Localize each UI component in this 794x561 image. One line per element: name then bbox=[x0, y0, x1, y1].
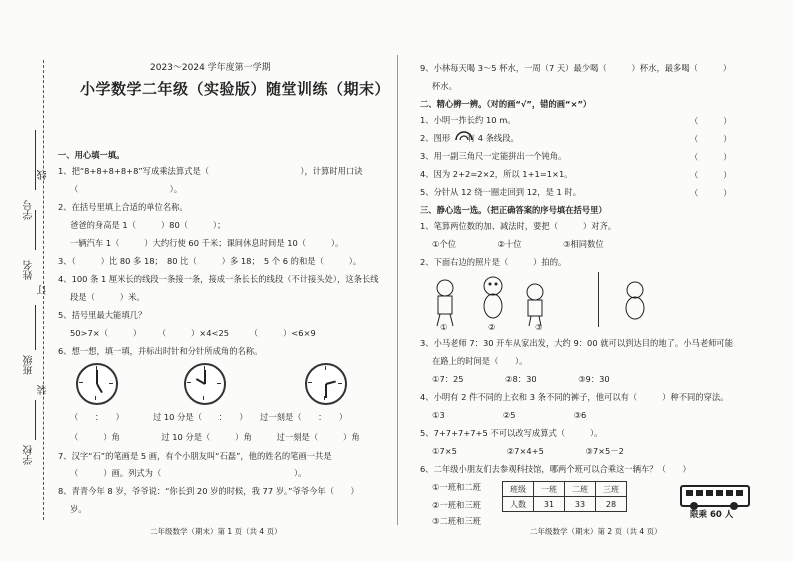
judge-4-answer: （ ） bbox=[690, 170, 732, 180]
side-label-school: 学校 bbox=[24, 445, 35, 465]
question-4-cont: 段是（ ）米。 bbox=[70, 292, 145, 302]
choice-3: 3、小马老师 7：30 开车从家出发，大约 9：00 就可以到达目的地了。小马老师可能 bbox=[420, 338, 734, 348]
bus-capacity-label: 限乘 60 人 bbox=[690, 510, 734, 520]
bus-icon bbox=[680, 485, 750, 507]
photo-separator bbox=[598, 272, 599, 327]
table-cell: 一班 bbox=[534, 482, 565, 497]
right-page-footer: 二年级数学（期末）第 2 页（共 4 页） bbox=[530, 527, 662, 536]
table-cell: 人数 bbox=[503, 497, 534, 512]
left-page-footer: 二年级数学（期末）第 1 页（共 4 页） bbox=[150, 527, 282, 536]
section-3-title: 三、静心选一选。（把正确答案的序号填在括号里） bbox=[420, 205, 607, 215]
penguin-back-photo bbox=[620, 280, 650, 320]
judge-3: 3、用一副三角尺一定能拼出一个钝角。 bbox=[420, 151, 567, 161]
judge-4: 4、因为 2+2=2×2，所以 1+1=1×1。 bbox=[420, 169, 573, 179]
table-cell: 28 bbox=[596, 497, 627, 512]
judge-3-answer: （ ） bbox=[690, 152, 732, 162]
question-9-cont: 杯水。 bbox=[432, 81, 457, 91]
choice-4: 4、小明有 2 件不同的上衣和 3 条不同的裤子，他可以有（ ）种不同的穿法。 bbox=[420, 392, 729, 402]
photo-label-2: ② bbox=[488, 322, 496, 332]
fill-line-class bbox=[35, 305, 36, 350]
question-7: 7、汉字“石”的笔画是 5 画，有个小朋友叫“石磊”，他的姓名的笔画一共是 bbox=[58, 451, 332, 461]
clock-face-3 bbox=[305, 363, 347, 405]
question-8: 8、青青今年 8 岁，爷爷说：“你长到 20 岁的时候，我 77 岁。”爷爷今年（ ） bbox=[58, 486, 359, 496]
table-cell: 班级 bbox=[503, 482, 534, 497]
choice-4-options: ①3 ②5 ③6 bbox=[432, 410, 587, 420]
term-header: 2023～2024 学年度第一学期 bbox=[150, 63, 271, 73]
side-label-name: 姓名 bbox=[24, 260, 35, 280]
judge-1: 1、小明一拃长约 10 m。 bbox=[420, 115, 516, 125]
judge-2: 2、图形 有 4 条线段。 bbox=[420, 133, 519, 143]
choice-6-option-1: ①一班和二班 bbox=[432, 482, 481, 492]
children-photo-figure bbox=[425, 270, 565, 330]
table-row bbox=[503, 497, 627, 512]
photo-label-3: ③ bbox=[535, 322, 543, 332]
page-title: 小学数学二年级（实验版）随堂训练（期末） bbox=[80, 80, 391, 98]
question-6: 6、想一想，填一填，并标出时针和分针所成角的名称。 bbox=[58, 346, 263, 356]
arc-shape-icon bbox=[454, 127, 474, 141]
question-2: 2、在括号里填上合适的单位名称。 bbox=[58, 202, 188, 212]
class-size-table bbox=[502, 481, 627, 512]
side-label-class: 班级 bbox=[24, 355, 35, 375]
choice-6: 6、二年级小朋友们去参观科技馆，哪两个班可以合乘这一辆车？（ ） bbox=[420, 464, 691, 474]
side-label-line: 线 bbox=[38, 170, 49, 180]
clock-face-1 bbox=[76, 363, 118, 405]
fill-line-school bbox=[35, 400, 36, 440]
judge-2-answer: （ ） bbox=[690, 134, 732, 144]
question-4: 4、100 条 1 厘米长的线段一条接一条，接成一条长长的线段（不计接头处），这条长线 bbox=[58, 274, 379, 284]
fill-line-student-id bbox=[35, 130, 36, 190]
page-divider bbox=[397, 55, 398, 525]
table-cell: 31 bbox=[534, 497, 565, 512]
choice-5: 5、7+7+7+7+5 不可以改写成算式（ ）。 bbox=[420, 428, 603, 438]
choice-2: 2、下面右边的照片是（ ）拍的。 bbox=[420, 257, 567, 267]
clock-face-2 bbox=[184, 363, 226, 405]
side-label-bind: 订 bbox=[38, 285, 49, 295]
choice-1: 1、笔算两位数的加、减法时，要把（ ）对齐。 bbox=[420, 221, 617, 231]
choice-6-option-2: ②一班和三班 bbox=[432, 500, 481, 510]
judge-1-answer: （ ） bbox=[690, 116, 732, 126]
question-3: 3、（ ）比 80 多 18； 80 比（ ）多 18； 5 个 6 的和是（ ）。 bbox=[58, 256, 362, 266]
question-5: 5、括号里最大能填几？ bbox=[58, 310, 147, 320]
table-cell: 三班 bbox=[596, 482, 627, 497]
judge-5: 5、分针从 12 绕一圈走回到 12，是 1 时。 bbox=[420, 187, 582, 197]
choice-6-option-3: ③二班和三班 bbox=[432, 516, 481, 526]
question-6a: （ ： ） 过 10 分是（ ： ） 过一刻是（ ： ） bbox=[70, 412, 348, 422]
table-cell: 二班 bbox=[565, 482, 596, 497]
section-1-title: 一、用心填一填。 bbox=[58, 150, 125, 160]
table-cell: 33 bbox=[565, 497, 596, 512]
question-2a: 爸爸的身高是 1（ ）80（ ）； bbox=[70, 220, 226, 230]
question-1: 1、把“8+8+8+8+8”写成乘法算式是（ ），计算时用口诀 bbox=[58, 166, 363, 176]
question-5a: 50>7×（ ） （ ）×4<25 （ ）<6×9 bbox=[70, 328, 316, 338]
question-6b: （ ）角 过 10 分是（ ）角 过一刻是（ ）角 bbox=[70, 432, 360, 442]
side-label-staple: 装 bbox=[38, 385, 49, 395]
judge-5-answer: （ ） bbox=[690, 188, 732, 198]
choice-5-options: ①7×5 ②7×4+5 ③7×5－2 bbox=[432, 446, 624, 456]
question-8-cont: 岁。 bbox=[70, 504, 87, 514]
choice-3-options: ①7：25 ②8：30 ③9：30 bbox=[432, 374, 610, 384]
table-row bbox=[503, 482, 627, 497]
choice-1-options: ①个位 ②十位 ③相同数位 bbox=[432, 239, 604, 249]
question-2b: 一辆汽车 1（ ）大约行使 60 千米；课间休息时间是 10（ ）。 bbox=[70, 238, 344, 248]
fill-line-name bbox=[35, 210, 36, 250]
choice-3-cont: 在路上的时间是（ ）。 bbox=[432, 356, 528, 366]
question-1-cont: （ ）。 bbox=[70, 184, 183, 194]
side-label-student-id: 学号 bbox=[24, 200, 35, 220]
question-7-cont: （ ）画。列式为（ ）。 bbox=[70, 468, 307, 478]
photo-label-1: ① bbox=[440, 322, 448, 332]
section-2-title: 二、精心辨一辨。（对的画“√”，错的画“×”） bbox=[420, 99, 592, 109]
question-9: 9、小林每天喝 3～5 杯水，一周（7 天）最少喝（ ）杯水，最多喝（ ） bbox=[420, 63, 732, 73]
